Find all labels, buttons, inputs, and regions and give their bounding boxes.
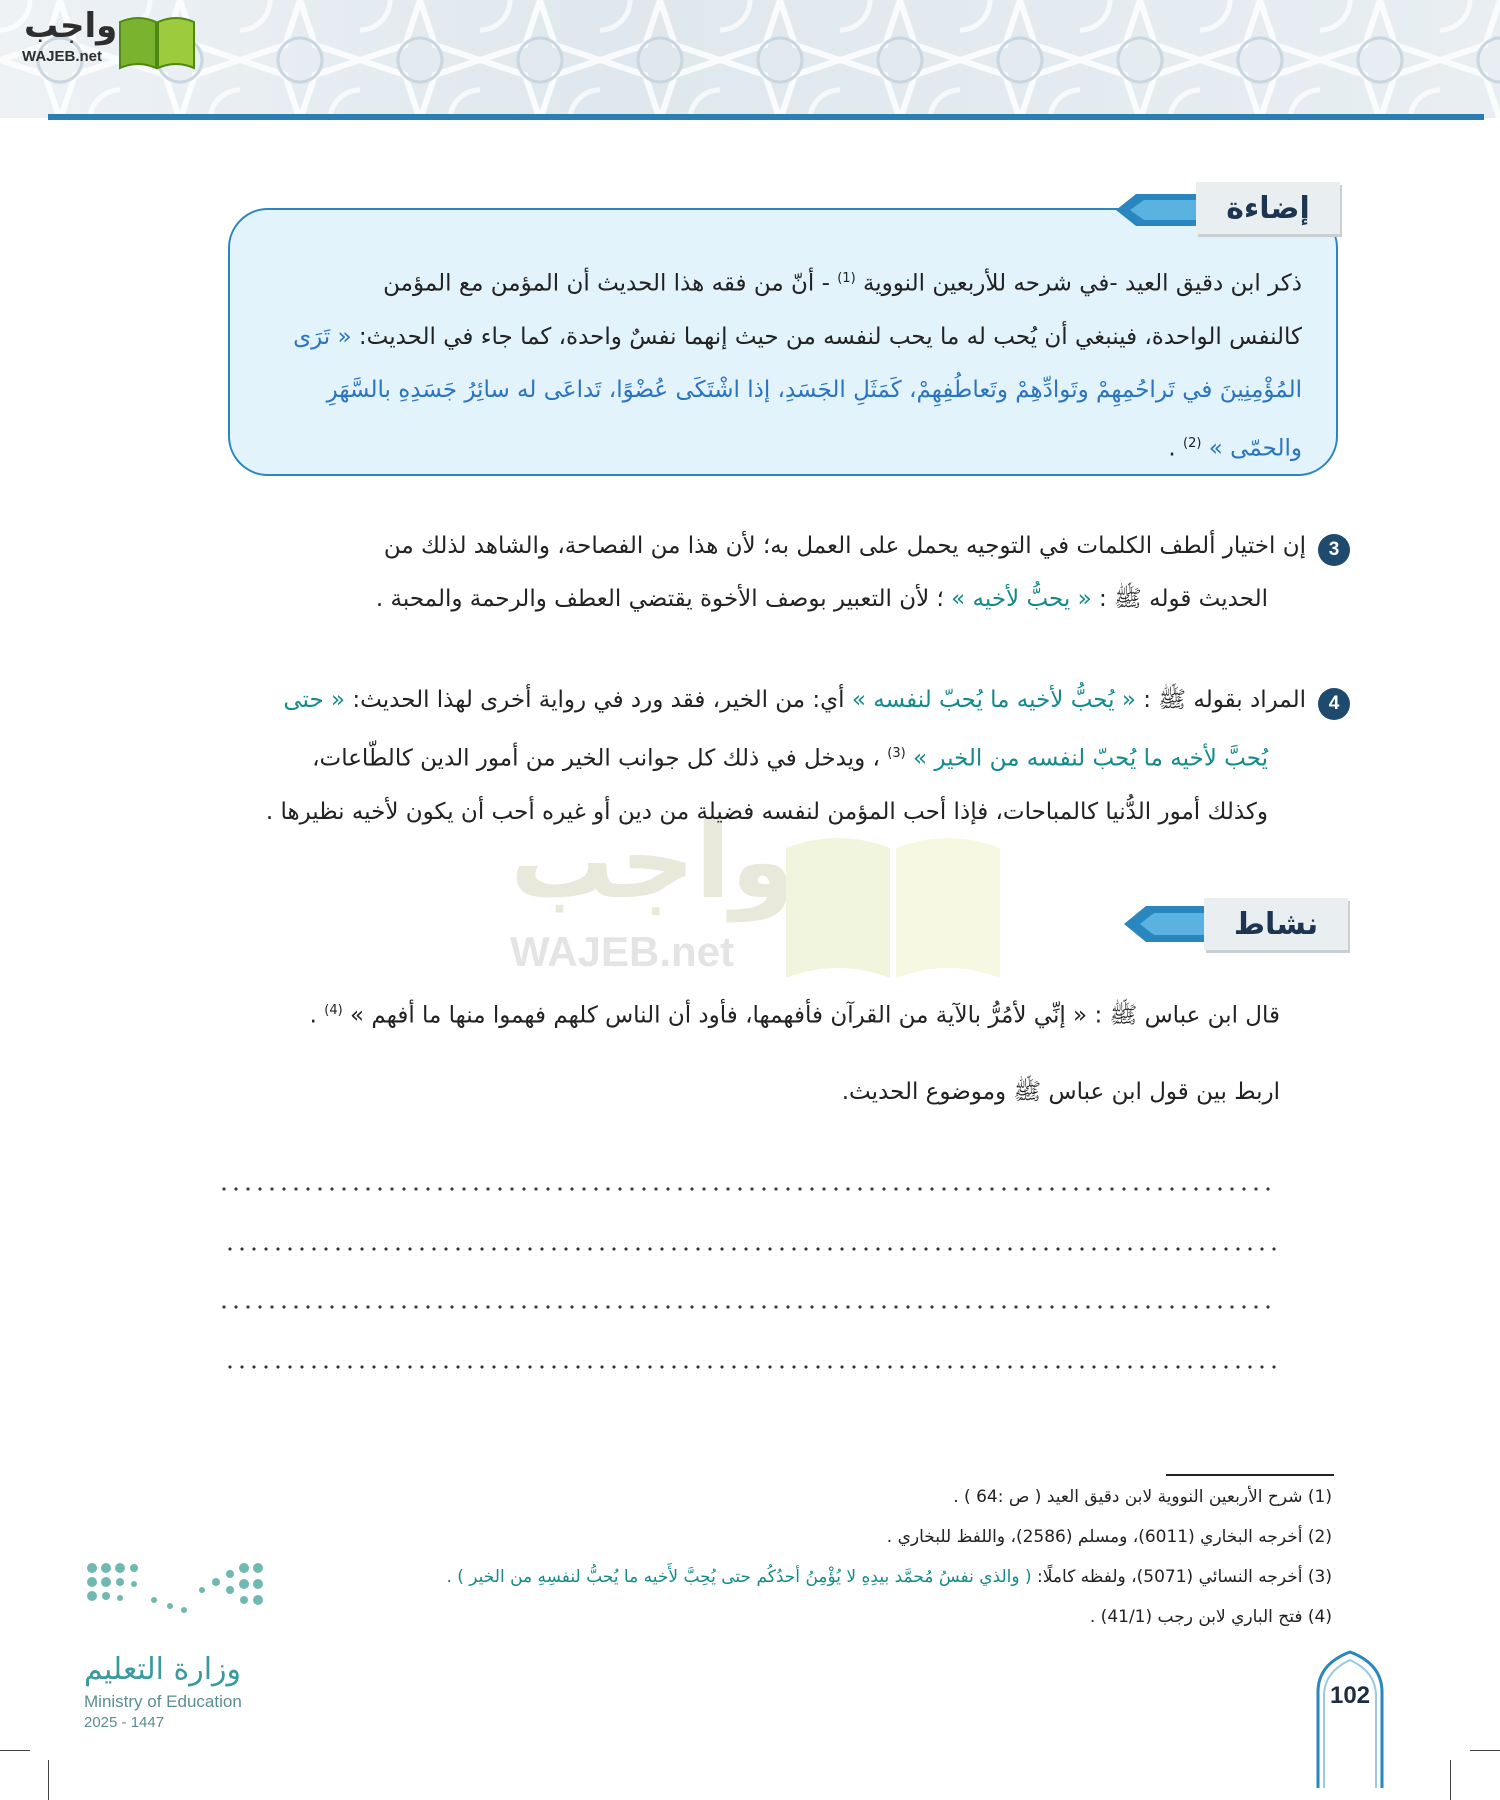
activity-quote-end: .: [309, 1002, 317, 1029]
answer-line-2[interactable]: [224, 1244, 1284, 1254]
ministry-name-english: Ministry of Education: [84, 1692, 242, 1711]
crop-mark: [1470, 1750, 1500, 1751]
footnote-1: (1) شرح الأربعين النووية لابن دقيق العيد ( ص :64 ) .: [953, 1487, 1332, 1507]
page-number-arch: [1316, 1648, 1384, 1788]
highlight-line-3: [262, 364, 1302, 417]
watermark-english: WAJEB.net: [510, 928, 735, 975]
logo-english: WAJEB.net: [22, 48, 103, 65]
point-3-line-2-end: ؛ لأن التعبير بوصف الأخوة يقتضي العطف والرحمة والمحبة .: [375, 586, 944, 612]
point-4-line-2-end: ، ويدخل في ذلك كل جوانب الخير من أمور الدين كالطّاعات،: [312, 745, 880, 772]
hadith-open: « تَرَى: [293, 323, 352, 350]
highlight-line-2-text: كالنفس الواحدة، فينبغي أن يُحب له ما يحب لنفسه من حيث إنهما نفسٌ واحدة، كما جاء في الحديث:: [358, 323, 1302, 350]
highlight-text: [262, 252, 1302, 468]
footnote-3-quote: ( والذي نفسُ مُحمَّد بيدِهِ لا يُؤْمِنُ أحدُكُم حتى يُحِبَّ لأَخيه ما يُحبُّ لنفسِهِ من الخير ) .: [446, 1567, 1032, 1587]
ministry-name-arabic: وزارة التعليم: [84, 1652, 242, 1687]
highlight-line-4: [262, 417, 1302, 476]
point-3-line-2: [210, 573, 1306, 626]
watermark-arabic: واجب: [510, 800, 796, 922]
highlight-line-2: [262, 311, 1302, 364]
point-4-line-1-mid: أي: من الخير، فقد ورد في رواية أخرى لهذا الحديث:: [352, 687, 845, 713]
footnote-2: (2) أخرجه البخاري (6011)، ومسلم (2586)، واللفظ للبخاري .: [886, 1527, 1332, 1547]
crop-mark: [48, 1760, 49, 1800]
activity-quote: « إنِّي لأمُرُّ بالآية من القرآن فأفهمها، فأود أن الناس كلهم فهموا منها ما أفهم »: [350, 1002, 1088, 1029]
footnote-4: (4) فتح الباري لابن رجب (41/1) .: [1089, 1607, 1332, 1627]
activity-arrow-icon: [1124, 902, 1210, 946]
watermark-book-icon: [778, 828, 1008, 988]
point-4-badge: 4: [1318, 688, 1350, 720]
footnote-3-start: (3) أخرجه النسائي (5071)، ولفظه كاملًا:: [1037, 1567, 1332, 1587]
answer-line-4[interactable]: [224, 1362, 1284, 1372]
answer-line-1[interactable]: [218, 1184, 1278, 1194]
highlight-line-1-start: ذكر ابن دقيق العيد -في شرحه للأربعين النووية: [862, 270, 1302, 297]
footnote-ref-1[interactable]: (1): [837, 271, 856, 286]
point-4-text: [210, 674, 1306, 844]
header-rule: [48, 114, 1484, 120]
footnote-ref-2[interactable]: (2): [1183, 435, 1202, 451]
point-3-text: [210, 520, 1306, 630]
header-band: [0, 0, 1500, 118]
logo-arabic: واجب: [24, 6, 118, 46]
watermark: [500, 800, 1020, 990]
point-3-badge: 3: [1318, 534, 1350, 566]
ministry-year: 2025 - 1447: [84, 1714, 165, 1731]
highlight-line-1: [262, 252, 1302, 311]
point-3-quote: « يحبُّ لأخيه »: [951, 586, 1092, 612]
activity-question: اربط بين قول ابن عباس ﷺ وموضوع الحديث.: [841, 1079, 1280, 1105]
ministry-dots-icon: [84, 1560, 268, 1630]
highlight-line-1-end: - أنّ من فقه هذا الحديث أن المؤمن مع المؤمن: [383, 270, 830, 297]
point-3-line-1: إن اختيار ألطف الكلمات في التوجيه يحمل على العمل به؛ لأن هذا من الفصاحة، والشاهد لذلك من: [383, 533, 1306, 559]
point-4-quote-1: « يُحبُّ لأخيه ما يُحبّ لنفسه »: [851, 687, 1136, 713]
point-4-quote-2: يُحبَّ لأخيه ما يُحبّ لنفسه من الخير »: [913, 745, 1268, 772]
ministry-logo: [80, 1560, 280, 1730]
point-4-quote-2-open: « حتى: [283, 687, 346, 713]
crop-mark: [1450, 1760, 1451, 1800]
point-4-line-3: وكذلك أمور الدُّنيا كالمباحات، فإذا أحب المؤمن لنفسه فضيلة من دين أو غيره أحب أن يكون لأخيه نظيرها .: [265, 798, 1268, 825]
tab-arrow-icon: [1116, 190, 1196, 230]
footnote-ref-3[interactable]: (3): [887, 746, 906, 761]
crop-mark: [0, 1750, 30, 1751]
footnote-ref-4[interactable]: (4): [324, 1003, 343, 1018]
point-4-line-2: [210, 727, 1306, 786]
hadith-body: المُؤْمِنِينَ في تَراحُمِهِمْ وتَوادِّهِمْ وتَعاطُفِهِمْ، كَمَثَلِ الجَسَدِ، إذا اشْتَكَى عُضْوًا، تَداعَى له سائِرُ جَسَدِهِ بالسَّهَرِ: [326, 376, 1302, 403]
footnote-rule: [1166, 1474, 1334, 1476]
book-icon: [116, 10, 198, 70]
answer-line-3[interactable]: [218, 1302, 1278, 1312]
hadith-end-period: .: [1168, 435, 1176, 462]
page-number: 102: [1329, 1682, 1371, 1709]
activity-quote-start: قال ابن عباس ﷺ :: [1094, 1002, 1280, 1029]
activity-quote-line: [240, 984, 1280, 1039]
footnote-3: [232, 1562, 1332, 1592]
header-pattern: [0, 0, 1500, 118]
highlight-title: إضاءة: [1196, 182, 1340, 234]
hadith-end: والحمّى »: [1208, 435, 1302, 462]
point-4-line-1: [210, 674, 1306, 727]
point-3-line-2-start: الحديث قوله ﷺ :: [1099, 586, 1268, 612]
activity-title: نشاط: [1204, 898, 1348, 950]
wajeb-logo[interactable]: [10, 6, 190, 68]
point-4-line-1-start: المراد بقوله ﷺ :: [1143, 687, 1306, 713]
